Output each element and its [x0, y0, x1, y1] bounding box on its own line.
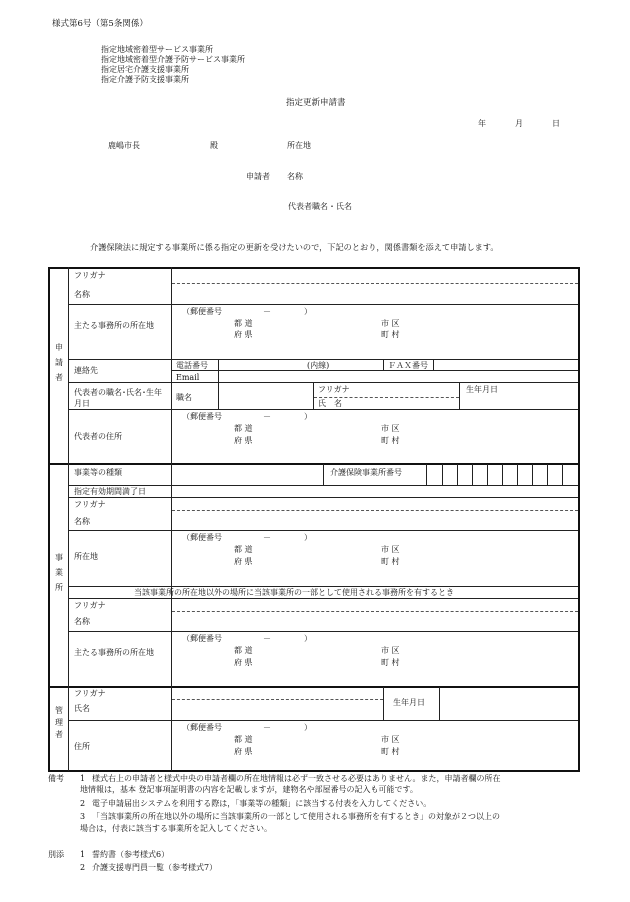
naisen-label: (内線) — [307, 361, 330, 370]
note-2-number: 2 — [80, 799, 86, 808]
note-3-line-2: 場合は，付表に該当する事業所を記入してください。 — [80, 824, 272, 833]
rep-name-label: 氏 名 — [318, 399, 342, 408]
form-number: 様式第6号（第5条関係） — [52, 19, 148, 29]
manager-birthdate-label: 生年月日 — [393, 698, 425, 707]
attachment-2-text: 介護支援専門員一覧（参考様式7） — [92, 863, 218, 872]
email-label: Email — [176, 373, 200, 382]
dono: 殿 — [210, 141, 218, 150]
business-type-2: 指定地域密着型介護予防サービス事業所 — [101, 55, 245, 64]
note-1-line-2: 地情報は，基本 登記事項証明書の内容を記載しますが，建物名や部屋番号の記入も可能です。 — [80, 785, 418, 794]
applicant-label: 申請者 — [246, 172, 270, 181]
applicant-office-address-label: 主たる事務所の所在地 — [74, 321, 154, 330]
name-label: 名称 — [287, 172, 303, 181]
note-2-line-1: 電子申請届出システムを利用する際は，「事業等の種類」に該当する付表を入力してください。 — [92, 799, 432, 808]
attachments-label: 別添 — [48, 850, 64, 859]
business-type-3: 指定居宅介護支援事業所 — [101, 65, 189, 74]
office-furigana-label: フリガナ — [74, 500, 106, 509]
attachment-1-number: 1 — [80, 850, 86, 859]
office-address-label: 所在地 — [74, 552, 98, 561]
business-type-1: 指定地域密着型サービス事業所 — [101, 45, 213, 54]
representative-label: 代表者職名・氏名 — [288, 202, 352, 211]
office2-name-label: 名称 — [74, 617, 90, 626]
date-month: 月 — [515, 119, 523, 128]
date-year: 年 — [478, 119, 486, 128]
rep-address-label: 代表者の住所 — [74, 432, 122, 441]
note-3-line-1: 「当該事業所の所在地以外の場所に当該事業所の一部として使用される事務所を有するとき」の対象が２つ以上の — [92, 812, 500, 821]
applicant-side-label: 申 請 者 — [55, 343, 63, 382]
manager-address-label: 住所 — [74, 742, 90, 751]
office2-furigana-label: フリガナ — [74, 601, 106, 610]
contact-label: 連絡先 — [74, 366, 98, 375]
insurance-no-label: 介護保険事業所番号 — [330, 468, 402, 477]
document-title: 指定更新申請書 — [286, 98, 346, 108]
applicant-name-label: 名称 — [74, 290, 90, 299]
note-3-number: 3 — [80, 812, 86, 821]
note-1-line-1: 様式右上の申請者と様式中央の申請者欄の所在地情報は必ず一致させる必要はありません。また，申請者欄の所在 — [92, 774, 501, 783]
attachment-1-text: 誓約書（参考様式6） — [92, 850, 170, 859]
manager-furigana-label: フリガナ — [74, 689, 106, 698]
manager-side-label: 管 理 者 — [55, 706, 63, 739]
fax-label: ＦＡＸ番号 — [388, 361, 428, 370]
office-side-label: 事 業 所 — [55, 553, 63, 592]
intro-text: 介護保険法に規定する事業所に係る指定の更新を受けたいので，下記のとおり，関係書類を添えて申請します。 — [90, 242, 499, 252]
addressee: 鹿嶋市長 — [108, 141, 140, 150]
tel-label: 電話番号 — [176, 361, 208, 370]
applicant-furigana-label: フリガナ — [74, 271, 106, 280]
business-type-4: 指定介護予防支援事業所 — [101, 75, 189, 84]
office-name-label: 名称 — [74, 517, 90, 526]
attachment-2-number: 2 — [80, 863, 86, 872]
manager-name-label: 氏名 — [74, 704, 90, 713]
office2-main-office-label: 主たる事務所の所在地 — [74, 648, 154, 657]
notes-label: 備考 — [48, 774, 64, 783]
service-type-label: 事業等の種類 — [74, 468, 122, 477]
rep-info-label: 代表者の職名･氏名･生年月日 — [74, 388, 162, 408]
rep-birthdate-label: 生年月日 — [466, 385, 498, 394]
other-place-label: 当該事業所の所在地以外の場所に当該事業所の一部として使用される事務所を有するとき — [134, 588, 454, 597]
job-title-label: 職名 — [176, 393, 192, 402]
location-label: 所在地 — [287, 141, 311, 150]
note-1-number: 1 — [80, 774, 86, 783]
date-day: 日 — [552, 119, 560, 128]
rep-furigana-label: フリガナ — [318, 385, 350, 394]
expiry-label: 指定有効期間満了日 — [74, 487, 146, 496]
